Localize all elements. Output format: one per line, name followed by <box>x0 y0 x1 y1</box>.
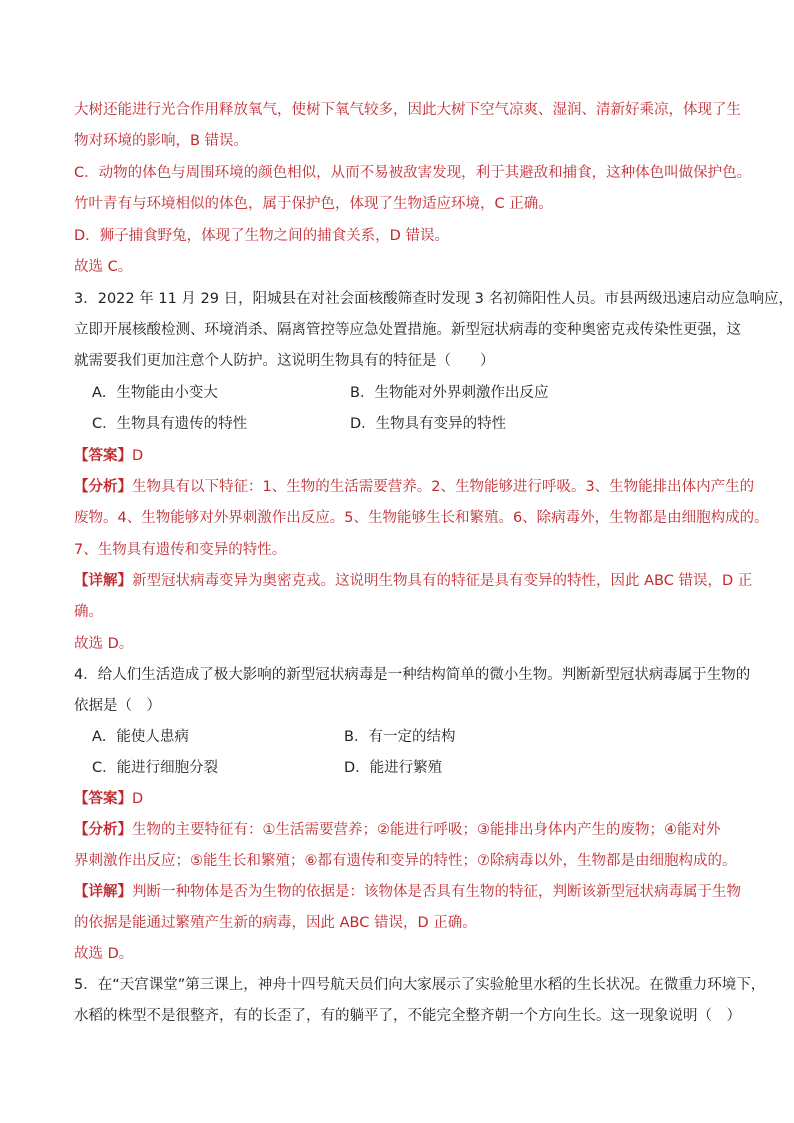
question-3-option-a: A．生物能由小变大 <box>92 385 218 401</box>
conclusion-line: 故选 C。 <box>74 259 133 275</box>
detail-text: 判断一种物体是否为生物的依据是：该物体是否具有生物的特征，判断该新型冠状病毒属于生物 <box>132 884 741 900</box>
question-3-option-b: B．生物能对外界刺激作出反应 <box>350 385 549 401</box>
detail-tag: 【详解】 <box>74 573 132 589</box>
question-3-analysis <box>74 477 755 497</box>
question-4-detail <box>74 882 741 902</box>
question-3-stem: 立即开展核酸检测、环境消杀、隔离管控等应急处置措施。新型冠状病毒的变种奥密克戎传染性更强，这 <box>74 322 741 338</box>
question-4-stem: 4．给人们生活造成了极大影响的新型冠状病毒是一种结构简单的微小生物。判断新型冠状病毒属于生物的 <box>74 667 751 683</box>
explanation-line: 物对环境的影响，B 错误。 <box>74 133 249 149</box>
answer-value: D <box>132 791 144 807</box>
question-5-stem: 5．在“天宫课堂”第三课上，神舟十四号航天员们向大家展示了实验舱里水稻的生长状况。在微重力环境下， <box>74 977 766 993</box>
question-5-stem: 水稻的株型不是很整齐，有的长歪了，有的躺平了，不能完全整齐朝一个方向生长。这一现象说明（ ） <box>74 1008 741 1024</box>
answer-tag: 【答案】 <box>74 448 132 464</box>
analysis-text: 生物的主要特征有：①生活需要营养；②能进行呼吸；③能排出身体内产生的废物；④能对外 <box>132 822 721 838</box>
analysis-tag: 【分析】 <box>74 822 132 838</box>
question-4-option-a: A．能使人患病 <box>92 729 189 745</box>
explanation-line: D．狮子捕食野兔，体现了生物之间的捕食关系，D 错误。 <box>74 228 449 244</box>
question-3-answer <box>74 446 734 466</box>
question-3-stem: 就需要我们更加注意个人防护。这说明生物具有的特征是（ ） <box>74 353 495 369</box>
question-4-option-b: B．有一定的结构 <box>344 729 456 745</box>
explanation-line: 大树还能进行光合作用释放氧气，使树下氧气较多，因此大树下空气凉爽、湿润、清新好乘凉，体现了生 <box>74 102 741 118</box>
explanation-line: 竹叶青有与环境相似的体色，属于保护色，体现了生物适应环境，C 正确。 <box>74 196 553 212</box>
question-4-answer <box>74 789 734 809</box>
question-3-option-d: D．生物具有变异的特性 <box>350 416 507 432</box>
answer-tag: 【答案】 <box>74 791 132 807</box>
question-4-detail: 的依据是能通过繁殖产生新的病毒，因此 ABC 错误，D 正确。 <box>74 915 477 931</box>
question-3-option-c: C．生物具有遗传的特性 <box>92 416 248 432</box>
question-3-stem: 3．2022 年 11 月 29 日，阳城县在对社会面核酸筛查时发现 3 名初筛阳性人员。市县两级迅速启动应急响应， <box>74 291 794 307</box>
detail-text: 新型冠状病毒变异为奥密克戎。这说明生物具有的特征是具有变异的特性，因此 ABC 错误，D 正 <box>132 573 753 589</box>
question-4-option-d: D．能进行繁殖 <box>344 760 443 776</box>
explanation-line: C．动物的体色与周围环境的颜色相似，从而不易被敌害发现，利于其避敌和捕食，这种体色叫做保护色。 <box>74 165 752 181</box>
question-4-stem: 依据是（ ） <box>74 698 161 714</box>
question-4-analysis: 界刺激作出反应；⑤能生长和繁殖；⑥都有遗传和变异的特性；⑦除病毒以外，生物都是由细胞构成的。 <box>74 853 737 869</box>
question-3-detail <box>74 571 753 591</box>
question-4-option-c: C．能进行细胞分裂 <box>92 760 219 776</box>
analysis-text: 生物具有以下特征：1、生物的生活需要营养。2、生物能够进行呼吸。3、生物能排出体内产生的 <box>132 479 755 495</box>
question-3-conclusion: 故选 D。 <box>74 636 134 652</box>
question-4-analysis <box>74 820 734 840</box>
detail-tag: 【详解】 <box>74 884 132 900</box>
question-3-analysis: 废物。4、生物能够对外界刺激作出反应。5、生物能够生长和繁殖。6、除病毒外，生物都是由细胞构成的。 <box>74 510 769 526</box>
question-3-analysis: 7、生物具有遗传和变异的特性。 <box>74 542 287 558</box>
analysis-tag: 【分析】 <box>74 479 132 495</box>
question-3-detail: 确。 <box>74 604 103 620</box>
answer-value: D <box>132 448 144 464</box>
question-4-conclusion: 故选 D。 <box>74 946 134 962</box>
